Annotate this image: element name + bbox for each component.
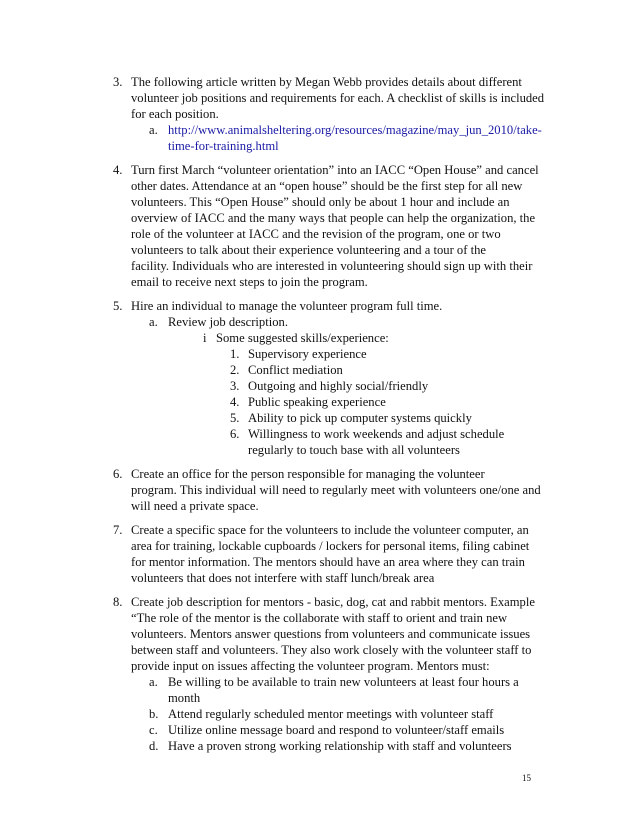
item-8d-marker: d. <box>149 739 159 753</box>
item-8b-text: Attend regularly scheduled mentor meetings with volunteer staff <box>168 707 494 721</box>
page-number: 15 <box>522 773 531 783</box>
item-7-text-line: volunteers that does not interfere with staff lunch/break area <box>131 571 435 585</box>
article-link[interactable]: time-for-training.html <box>168 139 279 153</box>
item-3a-marker: a. <box>149 123 158 137</box>
item-5-text-line: Hire an individual to manage the volunteer program full time. <box>131 299 443 313</box>
item-4-text-line: overview of IACC and the many ways that people can help the organization, the <box>131 211 536 225</box>
item-3-text-line: volunteer job positions and requirements for each. A checklist of skills is included <box>131 91 545 105</box>
item-4-text-line: volunteers to talk about their experience volunteering and a tour of the <box>131 243 486 257</box>
item-8c-marker: c. <box>149 723 158 737</box>
skill-text: Public speaking experience <box>248 395 386 409</box>
item-8-text-line: volunteers. Mentors answer questions from volunteers and communicate issues <box>131 627 531 641</box>
item-8a-text: month <box>168 691 201 705</box>
item-4-text-line: other dates. Attendance at an “open house” should be the first step for all new <box>131 179 523 193</box>
item-4-text-line: facility. Individuals who are interested in volunteering should sign up with their <box>131 259 533 273</box>
item-3-number: 3. <box>113 75 123 89</box>
article-link[interactable]: http://www.animalsheltering.org/resources/magazine/may_jun_2010/take- <box>168 123 542 137</box>
item-7-number: 7. <box>113 523 123 537</box>
item-8b-marker: b. <box>149 707 159 721</box>
item-4-text-line: volunteers. This “Open House” should only be about 1 hour and include an <box>131 195 510 209</box>
item-7-text-line: for mentor information. The mentors should have an area where they can train <box>131 555 525 569</box>
item-4-number: 4. <box>113 163 123 177</box>
item-5-number: 5. <box>113 299 123 313</box>
item-5a-marker: a. <box>149 315 158 329</box>
skill-marker: 5. <box>230 411 240 425</box>
item-6-text-line: program. This individual will need to regularly meet with volunteers one/one and <box>131 483 541 497</box>
item-8-text-line: Create job description for mentors - basic, dog, cat and rabbit mentors. Example <box>131 595 535 609</box>
item-8a-text: Be willing to be available to train new volunteers at least four hours a <box>168 675 519 689</box>
item-8a-marker: a. <box>149 675 158 689</box>
item-5a-text: Review job description. <box>168 315 288 329</box>
item-8-text-line: provide input on issues affecting the volunteer program. Mentors must: <box>131 659 490 673</box>
item-3-text-line: for each position. <box>131 107 219 121</box>
skill-text: Willingness to work weekends and adjust schedule <box>248 427 505 441</box>
item-5ai-text: Some suggested skills/experience: <box>216 331 389 345</box>
skill-marker: 1. <box>230 347 240 361</box>
skill-marker: 2. <box>230 363 240 377</box>
skill-marker: 3. <box>230 379 240 393</box>
item-4-text-line: Turn first March “volunteer orientation” into an IACC “Open House” and cancel <box>131 163 539 177</box>
item-6-number: 6. <box>113 467 123 481</box>
skill-text: Outgoing and highly social/friendly <box>248 379 429 393</box>
item-8-number: 8. <box>113 595 123 609</box>
item-8-text-line: “The role of the mentor is the collaborate with staff to orient and train new <box>131 611 508 625</box>
item-6-text-line: Create an office for the person responsible for managing the volunteer <box>131 467 485 481</box>
skill-marker: 6. <box>230 427 240 441</box>
item-8d-text: Have a proven strong working relationship with staff and volunteers <box>168 739 512 753</box>
skill-marker: 4. <box>230 395 240 409</box>
item-3-text-line: The following article written by Megan Webb provides details about different <box>131 75 522 89</box>
skill-text: Ability to pick up computer systems quickly <box>248 411 472 425</box>
item-7-text-line: Create a specific space for the volunteers to include the volunteer computer, an <box>131 523 529 537</box>
item-7-text-line: area for training, lockable cupboards / lockers for personal items, filing cabinet <box>131 539 530 553</box>
item-6-text-line: will need a private space. <box>131 499 259 513</box>
skill-text: Conflict mediation <box>248 363 343 377</box>
item-8c-text: Utilize online message board and respond to volunteer/staff emails <box>168 723 505 737</box>
item-5ai-marker: i <box>203 331 207 345</box>
item-4-text-line: role of the volunteer at IACC and the revision of the program, one or two <box>131 227 501 241</box>
item-4-text-line: email to receive next steps to join the program. <box>131 275 368 289</box>
skill-text: Supervisory experience <box>248 347 367 361</box>
item-8-text-line: between staff and volunteers. They also work closely with the volunteer staff to <box>131 643 532 657</box>
skill-text: regularly to touch base with all volunteers <box>248 443 460 457</box>
